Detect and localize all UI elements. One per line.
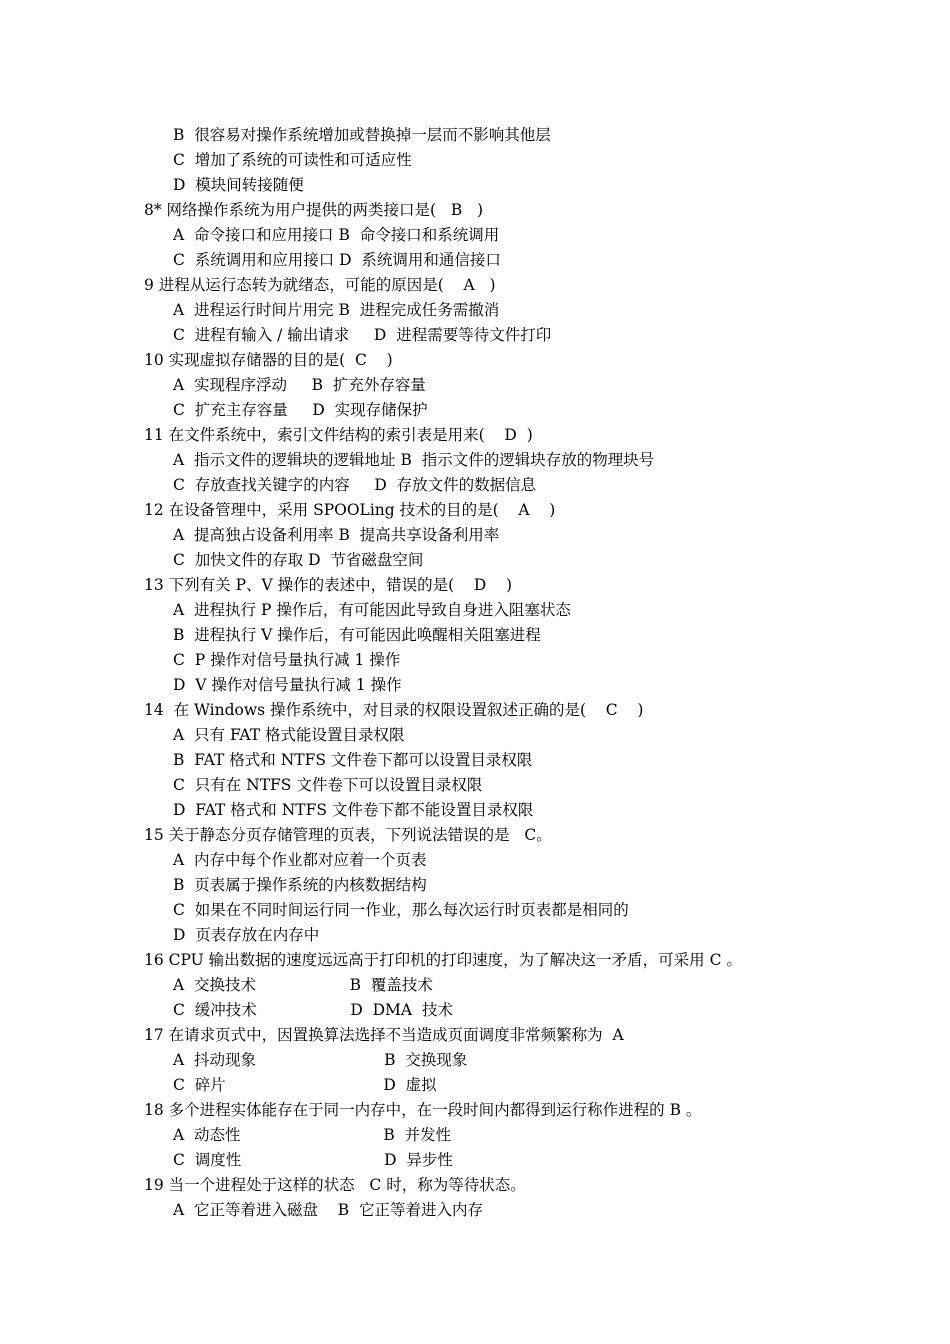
question-line: 11 在文件系统中，索引文件结构的索引表是用来( D )	[144, 426, 533, 444]
question-line: 15 关于静态分页存储管理的页表，下列说法错误的是 C。	[144, 826, 552, 844]
option-line: C 如果在不同时间运行同一作业，那么每次运行时页表都是相同的	[173, 901, 629, 919]
document-body	[144, 123, 864, 1223]
question-line: 13 下列有关 P、V 操作的表述中，错误的是( D )	[144, 576, 513, 594]
option-line: C 进程有输入 / 输出请求 D 进程需要等待文件打印	[173, 326, 552, 344]
option-line: D V 操作对信号量执行减 1 操作	[173, 676, 402, 694]
option-line: C 调度性 D 异步性	[173, 1151, 453, 1169]
question-line: 17 在请求页式中，因置换算法选择不当造成页面调度非常频繁称为 A	[144, 1026, 624, 1044]
option-line: D 模块间转接随便	[173, 176, 304, 194]
question-line: 9 进程从运行态转为就绪态，可能的原因是( A )	[144, 276, 496, 294]
option-line: A 抖动现象 B 交换现象	[173, 1051, 468, 1069]
option-line: A 交换技术 B 覆盖技术	[173, 976, 433, 994]
option-line: A 动态性 B 并发性	[173, 1126, 452, 1144]
option-line: A 命令接口和应用接口 B 命令接口和系统调用	[173, 226, 500, 244]
option-line: B 进程执行 V 操作后，有可能因此唤醒相关阻塞进程	[173, 626, 541, 644]
option-line: C 存放查找关键字的内容 D 存放文件的数据信息	[173, 476, 537, 494]
option-line: A 只有 FAT 格式能设置目录权限	[173, 726, 405, 744]
option-line: A 提高独占设备利用率 B 提高共享设备利用率	[173, 526, 500, 544]
question-line: 8* 网络操作系统为用户提供的两类接口是( B )	[144, 201, 484, 219]
option-line: A 进程执行 P 操作后，有可能因此导致自身进入阻塞状态	[173, 601, 571, 619]
option-line: A 进程运行时间片用完 B 进程完成任务需撤消	[173, 301, 500, 319]
option-line: C 碎片 D 虚拟	[173, 1076, 437, 1094]
option-line: A 实现程序浮动 B 扩充外存容量	[173, 376, 426, 394]
option-line: C 增加了系统的可读性和可适应性	[173, 151, 412, 169]
question-line: 19 当一个进程处于这样的状态 C 时，称为等待状态。	[144, 1176, 526, 1194]
option-line: C 缓冲技术 D DMA 技术	[173, 1001, 453, 1019]
option-line: C P 操作对信号量执行减 1 操作	[173, 651, 401, 669]
option-line: D 页表存放在内存中	[173, 926, 320, 944]
question-line: 16 CPU 输出数据的速度远远高于打印机的打印速度，为了解决这一矛盾，可采用 C 。	[144, 951, 742, 969]
option-line: C 扩充主存容量 D 实现存储保护	[173, 401, 428, 419]
option-line: B 页表属于操作系统的内核数据结构	[173, 876, 427, 894]
option-line: A 内存中每个作业都对应着一个页表	[173, 851, 427, 869]
question-line: 14 在 Windows 操作系统中，对目录的权限设置叙述正确的是( C )	[144, 701, 644, 719]
question-line: 12 在设备管理中，采用 SPOOLing 技术的目的是( A )	[144, 501, 556, 519]
option-line: B 很容易对操作系统增加或替换掉一层而不影响其他层	[173, 126, 551, 144]
option-line: C 加快文件的存取 D 节省磁盘空间	[173, 551, 424, 569]
question-line: 10 实现虚拟存储器的目的是( C )	[144, 351, 393, 369]
question-line: 18 多个进程实体能存在于同一内存中，在一段时间内都得到运行称作进程的 B 。	[144, 1101, 702, 1119]
option-line: B FAT 格式和 NTFS 文件卷下都可以设置目录权限	[173, 751, 533, 769]
option-line: C 只有在 NTFS 文件卷下可以设置目录权限	[173, 776, 483, 794]
option-line: A 它正等着进入磁盘 B 它正等着进入内存	[173, 1201, 484, 1219]
option-line: C 系统调用和应用接口 D 系统调用和通信接口	[173, 251, 501, 269]
option-line: A 指示文件的逻辑块的逻辑地址 B 指示文件的逻辑块存放的物理块号	[173, 451, 655, 469]
option-line: D FAT 格式和 NTFS 文件卷下都不能设置目录权限	[173, 801, 534, 819]
